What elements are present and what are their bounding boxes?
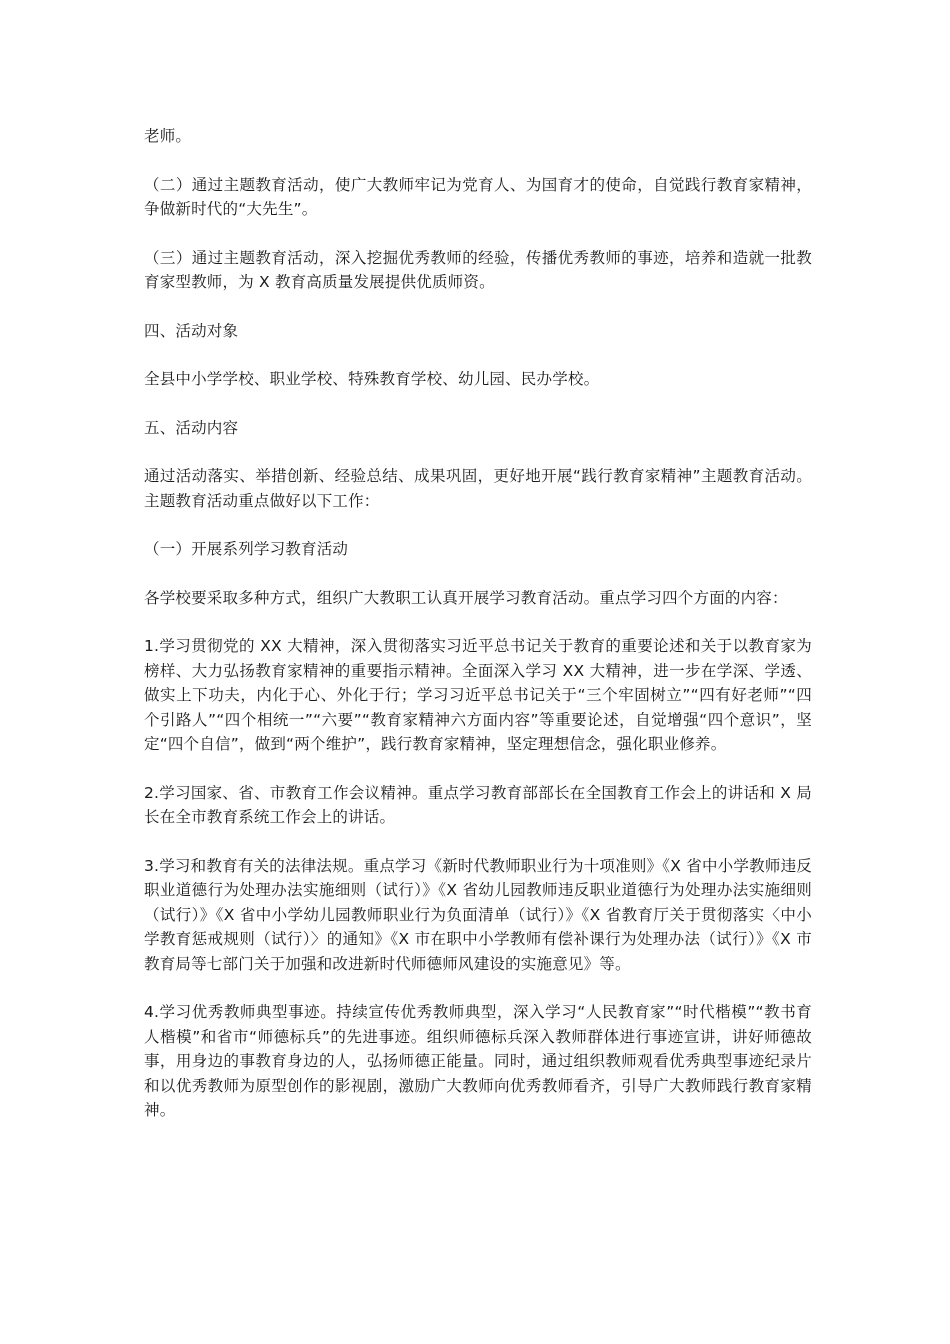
paragraph-study-intro: 各学校要采取多种方式，组织广大教职工认真开展学习教育活动。重点学习四个方面的内容： bbox=[144, 588, 788, 607]
list-item-study-2: 2.学习国家、省、市教育工作会议精神。重点学习教育部部长在全国教育工作会上的讲话和 X 局长在全市教育系统工作会上的讲话。 bbox=[144, 783, 812, 826]
paragraph-content-intro: 通过活动落实、举措创新、经验总结、成果巩固，更好地开展“践行教育家精神”主题教育活动。主题教育活动重点做好以下工作： bbox=[144, 467, 812, 510]
list-item-study-3: 3.学习和教育有关的法律法规。重点学习《新时代教师职业行为十项准则》《X 省中小学教师违反职业道德行为处理办法实施细则（试行）》《X 省幼儿园教师违反职业道德行为处理办法实施细则（试行）》《X 省中小学幼儿园教师职业行为负面清单（试行）》《X 省教育厅关于贯彻落实〈中小学教育惩戒规则（试行）〉的通知》《X 市在职中小学教师有偿补课行为处理办法（试行）》《X 市教育局等七部门关于加强和改进新时代师德师风建设的实施意见》等。 bbox=[144, 856, 812, 973]
paragraph-goal-2: （二）通过主题教育活动，使广大教师牢记为党育人、为国育才的使命，自觉践行教育家精神，争做新时代的“大先生”。 bbox=[144, 175, 812, 218]
list-item-study-4: 4.学习优秀教师典型事迹。持续宣传优秀教师典型，深入学习“人民教育家”“时代楷模”“教书育人楷模”和省市“师德标兵”的先进事迹。组织师德标兵深入教师群体进行事迹宣讲，讲好师德故事，用身边的事教育身边的人，弘扬师德正能量。同时，通过组织教师观看优秀典型事迹纪录片和以优秀教师为原型创作的影视剧，激励广大教师向优秀教师看齐，引导广大教师践行教育家精神。 bbox=[144, 1003, 812, 1119]
document-page bbox=[144, 124, 812, 1147]
paragraph-goal-3: （三）通过主题教育活动，深入挖掘优秀教师的经验，传播优秀教师的事迹，培养和造就一批教育家型教师，为 X 教育高质量发展提供优质师资。 bbox=[144, 248, 812, 291]
paragraph-continuation: 老师。 bbox=[144, 127, 192, 145]
subheading-study-activities: （一）开展系列学习教育活动 bbox=[144, 540, 349, 558]
section-heading-targets: 四、活动对象 bbox=[144, 321, 239, 340]
list-item-study-1: 1.学习贯彻党的 XX 大精神，深入贯彻落实习近平总书记关于教育的重要论述和关于以教育家为榜样、大力弘扬教育家精神的重要指示精神。全面深入学习 XX 大精神，进一步在学深、学透、做实上下功夫，内化于心、外化于行；学习习近平总书记关于“三个牢固树立”“四有好老师”“四个引路人”“四个相统一”“六要”“教育家精神六方面内容”等重要论述，自觉增强“四个意识”，坚定“四个自信”，做到“两个维护”，践行教育家精神，坚定理想信念，强化职业修养。 bbox=[144, 637, 812, 753]
paragraph-targets: 全县中小学学校、职业学校、特殊教育学校、幼儿园、民办学校。 bbox=[144, 370, 600, 388]
section-heading-content: 五、活动内容 bbox=[144, 418, 239, 437]
